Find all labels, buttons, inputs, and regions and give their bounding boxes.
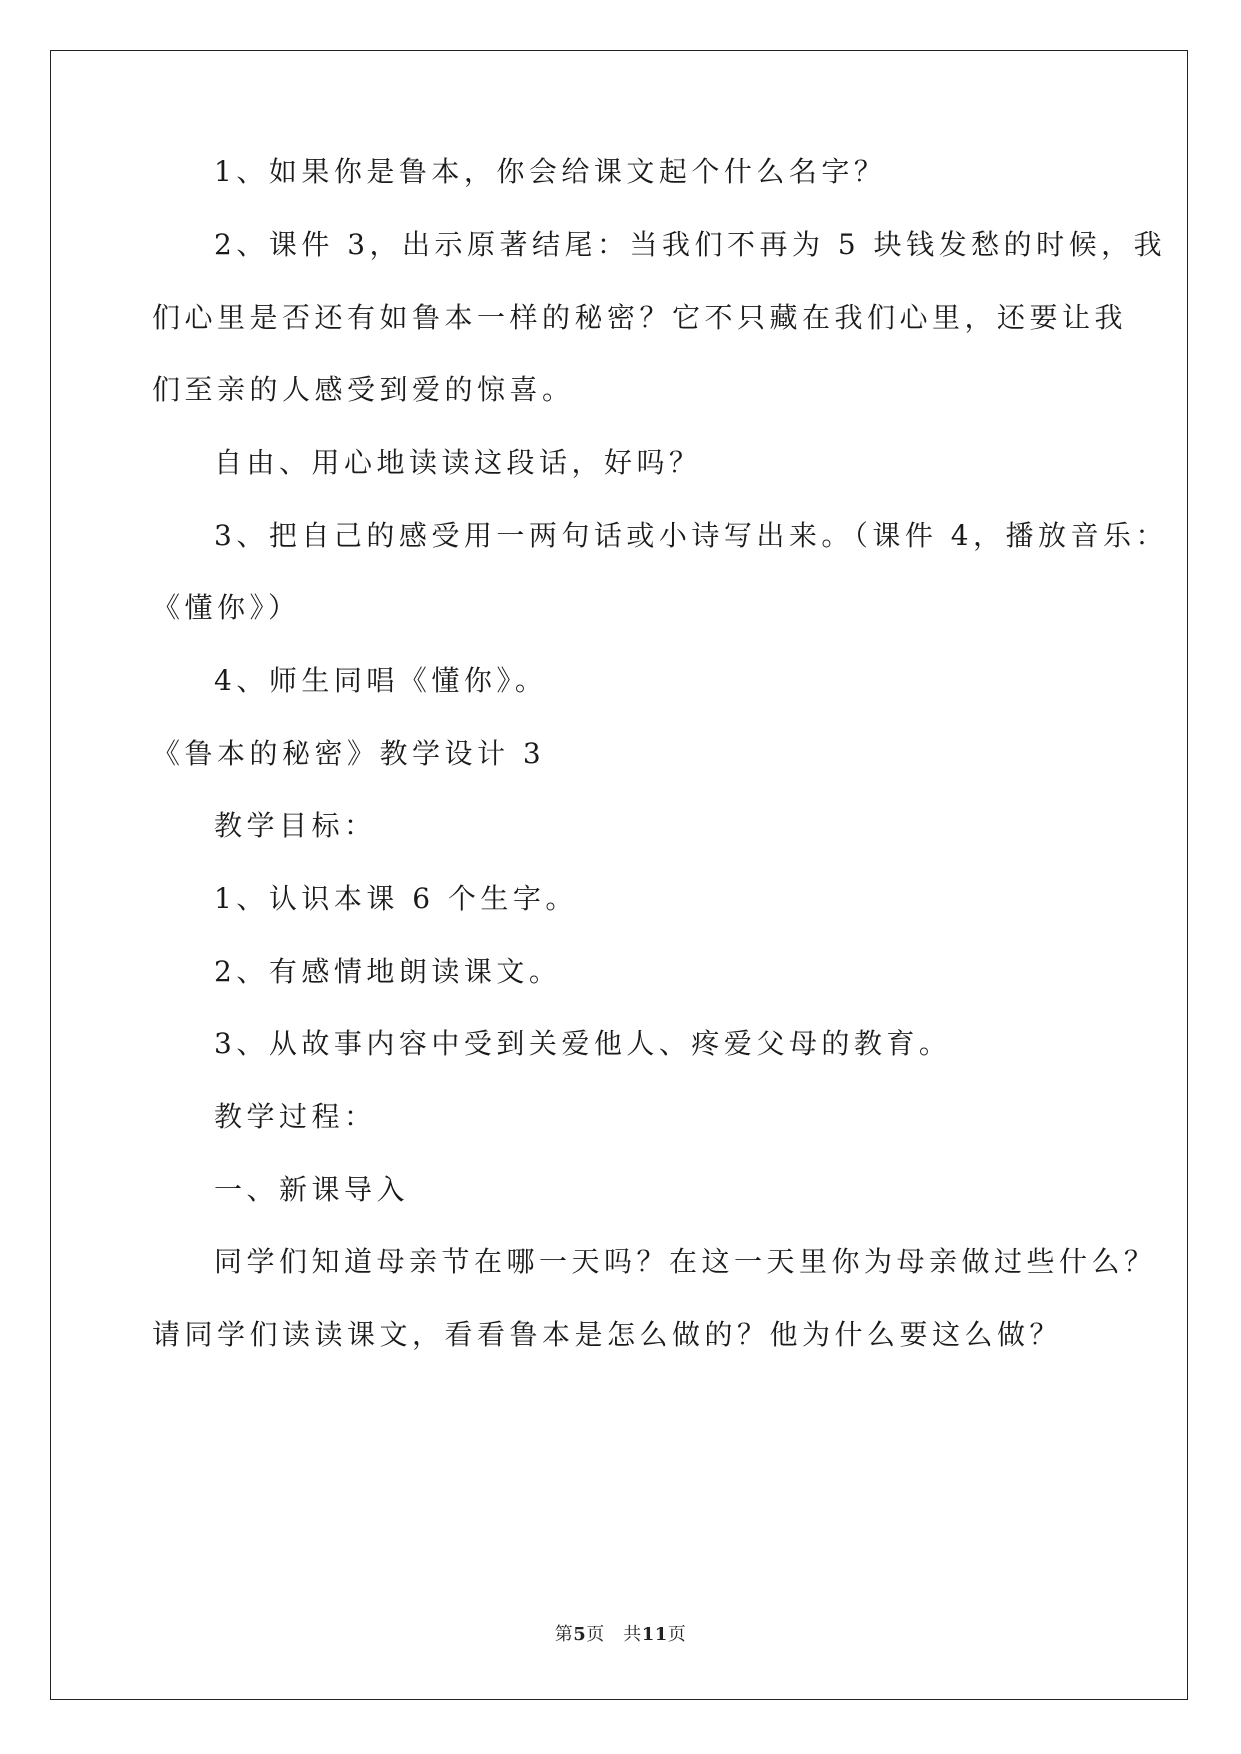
paragraph-line: 《懂你》）	[152, 591, 301, 624]
current-page-number: 5	[573, 1624, 587, 1645]
footer-prefix: 第	[554, 1624, 574, 1645]
footer-suffix: 页	[667, 1624, 687, 1645]
page-footer	[0, 1620, 1241, 1646]
paragraph-line: 1、如果你是鲁本，你会给课文起个什么名字？	[214, 155, 887, 188]
paragraph-line: 2、课件 3，出示原著结尾：当我们不再为 5 块钱发愁的时候，我	[214, 228, 1167, 261]
paragraph-line: 3、从故事内容中受到关爱他人、疼爱父母的教育。	[214, 1027, 952, 1060]
page-border	[50, 50, 1188, 1700]
section-title: 《鲁本的秘密》教学设计 3	[152, 737, 546, 770]
paragraph-line: 们至亲的人感受到爱的惊喜。	[152, 373, 575, 406]
paragraph-line: 一、新课导入	[214, 1173, 410, 1206]
paragraph-line: 教学过程：	[214, 1100, 377, 1133]
paragraph-line: 们心里是否还有如鲁本一样的秘密？它不只藏在我们心里，还要让我	[152, 301, 1128, 334]
total-pages-number: 11	[641, 1624, 668, 1645]
paragraph-line: 自由、用心地读读这段话，好吗？	[214, 446, 702, 479]
paragraph-line: 请同学们读读课文，看看鲁本是怎么做的？他为什么要这么做？	[152, 1318, 1063, 1351]
paragraph-line: 4、师生同唱《懂你》。	[214, 664, 548, 697]
paragraph-line: 1、认识本课 6 个生字。	[214, 882, 578, 915]
paragraph-line: 2、有感情地朗读课文。	[214, 955, 562, 988]
paragraph-line: 3、把自己的感受用一两句话或小诗写出来。（课件 4，播放音乐：	[214, 519, 1169, 552]
footer-mid: 页 共	[586, 1624, 642, 1645]
paragraph-line: 教学目标：	[214, 809, 377, 842]
paragraph-line: 同学们知道母亲节在哪一天吗？在这一天里你为母亲做过些什么？	[214, 1245, 1157, 1278]
